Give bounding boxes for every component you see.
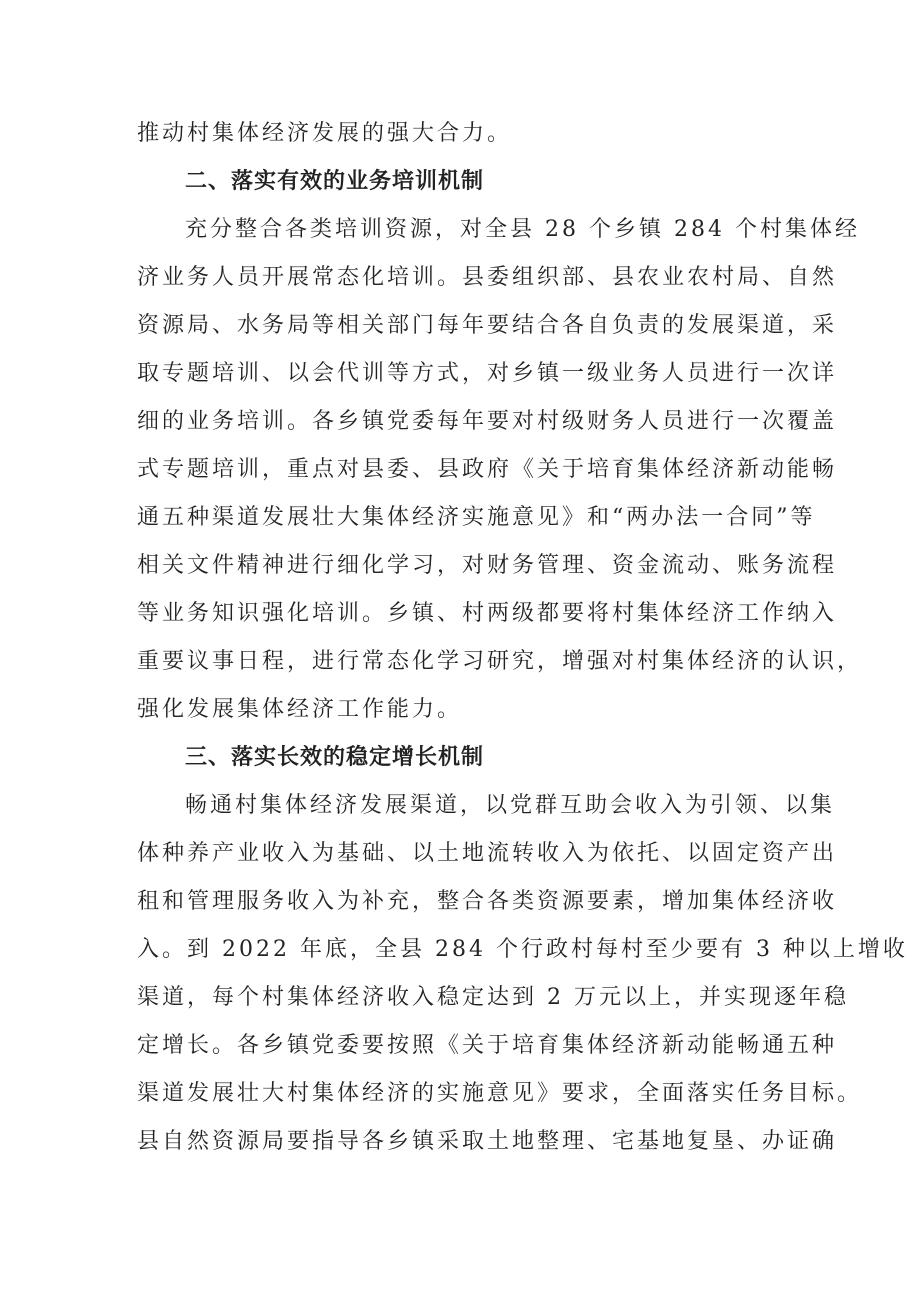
body-text-line: 租和管理服务收入为补充，整合各类资源要素，增加集体经济收	[137, 889, 838, 914]
body-text-line: 体种养产业收入为基础、以土地流转收入为依托、以固定资产出	[137, 841, 838, 866]
body-text-line: 式专题培训，重点对县委、县政府《关于培育集体经济新动能畅	[137, 457, 838, 482]
body-text-line: 充分整合各类培训资源，对全县 28 个乡镇 284 个村集体经	[185, 217, 860, 242]
body-text-line: 入。到 2022 年底，全县 284 个行政村每村至少要有 3 种以上增收	[137, 937, 908, 962]
body-text-line: 强化发展集体经济工作能力。	[137, 697, 463, 722]
body-text-line: 细的业务培训。各乡镇党委每年要对村级财务人员进行一次覆盖	[137, 409, 838, 434]
body-text-line: 推动村集体经济发展的强大合力。	[137, 121, 513, 146]
body-text-line: 定增长。各乡镇党委要按照《关于培育集体经济新动能畅通五种	[137, 1033, 838, 1058]
section-heading: 三、落实长效的稳定增长机制	[185, 745, 485, 770]
body-text-line: 济业务人员开展常态化培训。县委组织部、县农业农村局、自然	[137, 265, 838, 290]
body-text-line: 资源局、水务局等相关部门每年要结合各自负责的发展渠道，采	[137, 313, 838, 338]
body-text-line: 等业务知识强化培训。乡镇、村两级都要将村集体经济工作纳入	[137, 601, 838, 626]
body-text-line: 重要议事日程，进行常态化学习研究，增强对村集体经济的认识，	[137, 649, 863, 674]
body-text-line: 相关文件精神进行细化学习，对财务管理、资金流动、账务流程	[137, 553, 838, 578]
section-heading: 二、落实有效的业务培训机制	[185, 169, 485, 194]
body-text-line: 取专题培训、以会代训等方式，对乡镇一级业务人员进行一次详	[137, 361, 838, 386]
body-text-line: 渠道发展壮大村集体经济的实施意见》要求，全面落实任务目标。	[137, 1081, 863, 1106]
body-text-line: 畅通村集体经济发展渠道，以党群互助会收入为引领、以集	[185, 793, 836, 818]
body-text-line: 县自然资源局要指导各乡镇采取土地整理、宅基地复垦、办证确	[137, 1129, 838, 1154]
body-text-line: 通五种渠道发展壮大集体经济实施意见》和“两办法一合同”等	[137, 505, 816, 530]
body-text-line: 渠道，每个村集体经济收入稳定达到 2 万元以上，并实现逐年稳	[137, 985, 849, 1010]
